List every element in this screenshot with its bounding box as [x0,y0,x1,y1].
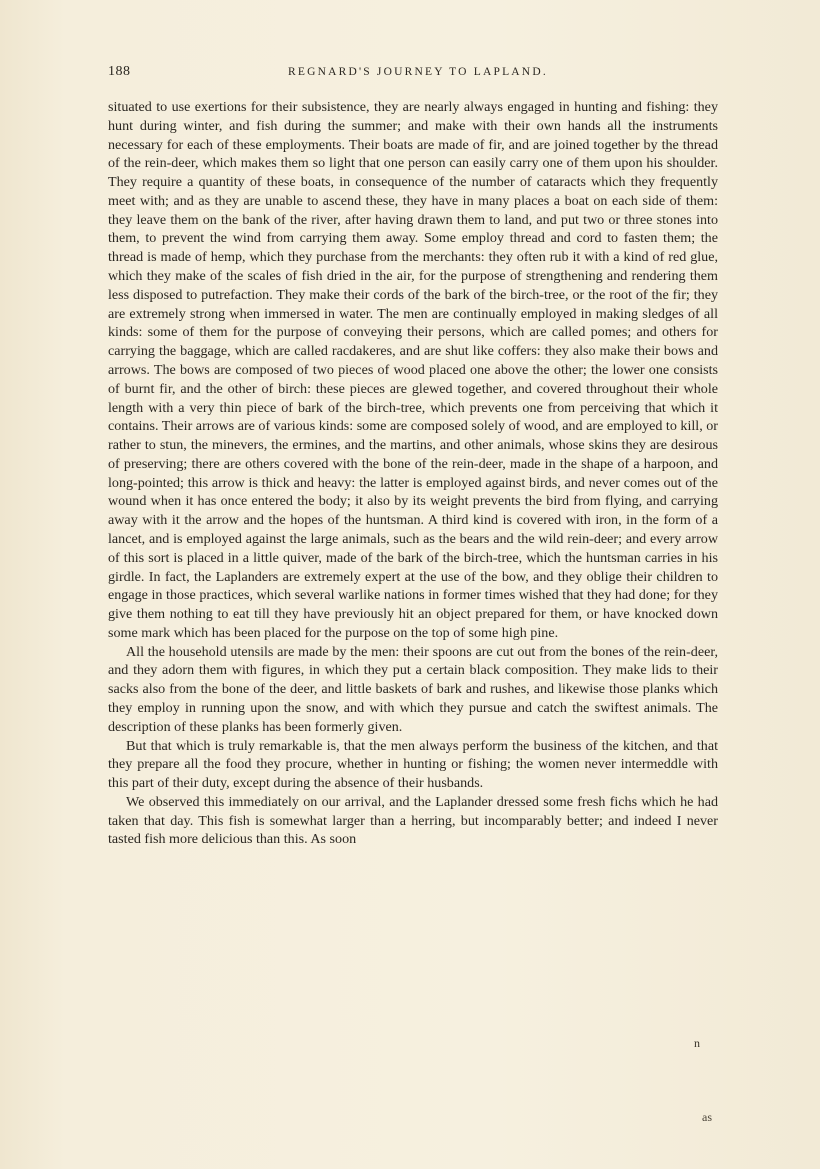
catchword: as [702,1110,712,1124]
margin-mark: n [694,1036,700,1050]
paragraph-hunting-fishing: situated to use exertions for their subsistence, they are nearly always engaged in hunting and fishing: they hunt during winter, and fish during the summer; and make with their own hands all the instruments necessary for each of these employments. Their boats are made of fir, and are joined together by the thread of the rein-deer, which makes them so light that one person can easily carry one of them upon his shoulder. They require a quantity of these boats, in consequence of the number of cataracts which they frequently meet with; and as they are unable to ascend these, they have in many places a boat on each side of them: they leave them on the bank of the river, after having drawn them to land, and put two or three stones into them, to prevent the wind from carrying them away. Some employ thread and cord to fasten them; the thread is made of hemp, which they purchase from the merchants: they often rub it with a kind of red glue, which they make of the scales of fish dried in the air, for the purpose of strengthening and rendering them less disposed to putrefaction. They make their cords of the bark of the birch-tree, or the root of the fir; they are extremely strong when immersed in water. The men are continually employed in making sledges of all kinds: some of them for the purpose of conveying their persons, which are called pomes; and others for carrying the baggage, which are called racdakeres, and are shut like coffers: they also make their bows and arrows. The bows are composed of two pieces of wood placed one above the other; the lower one consists of burnt fir, and the other of birch: these pieces are glewed together, and covered throughout their whole length with a very thin piece of bark of the birch-tree, which prevents one from perceiving that which it contains. Their arrows are of various kinds: some are composed solely of wood, and are employed to kill, or rather to stun, the minevers, the ermines, and the martins, and other animals, whose skins they are desirous of preserving; there are others covered with the bone of the rein-deer, made in the shape of a harpoon, and long-pointed; this arrow is thick and heavy: the latter is employed against birds, and never comes out of the wound when it has once entered the body; it also by its weight prevents the bird from flying, and carrying away with it the arrow and the hopes of the huntsman. A third kind is covered with iron, in the form of a lancet, and is employed against the large animals, such as the bears and the wild rein-deer; and every arrow of this sort is placed in a little quiver, made of the bark of the birch-tree, which the huntsman carries in his girdle. In fact, the Laplanders are extremely expert at the use of the bow, and they oblige their children to engage in those practices, which several warlike nations in former times wished that they had done; for they give them nothing to eat till they have previously hit an object prepared for them, or have knocked down some mark which has been placed for the purpose on the top of some high pine. [108,99,718,641]
paragraph-kitchen-duties: But that which is truly remarkable is, that the men always perform the business of the kitchen, and that they prepare all the food they procure, whether in hunting or fishing; the women never intermeddle with this part of their duty, except during the absence of their husbands. [108,737,718,792]
page-number: 188 [108,64,131,79]
page-header [108,64,726,86]
body-text [108,98,718,849]
paragraph-arrival-fish: We observed this immediately on our arrival, and the Laplander dressed some fresh fichs which he had taken that day. This fish is somewhat larger than a herring, but incomparably better; and indeed I never tasted fish more delicious than this. As soon [108,793,718,848]
running-title: REGNARD'S JOURNEY TO LAPLAND. [288,66,548,78]
paragraph-household-utensils: All the household utensils are made by the men: their spoons are cut out from the bones of the rein-deer, and they adorn them with figures, in which they put a certain black composition. They make lids to their sacks also from the bone of the deer, and little baskets of bark and rushes, and likewise those planks which they employ in running upon the snow, and with which they pursue and catch the swiftest animals. The description of these planks has been formerly given. [108,643,718,735]
